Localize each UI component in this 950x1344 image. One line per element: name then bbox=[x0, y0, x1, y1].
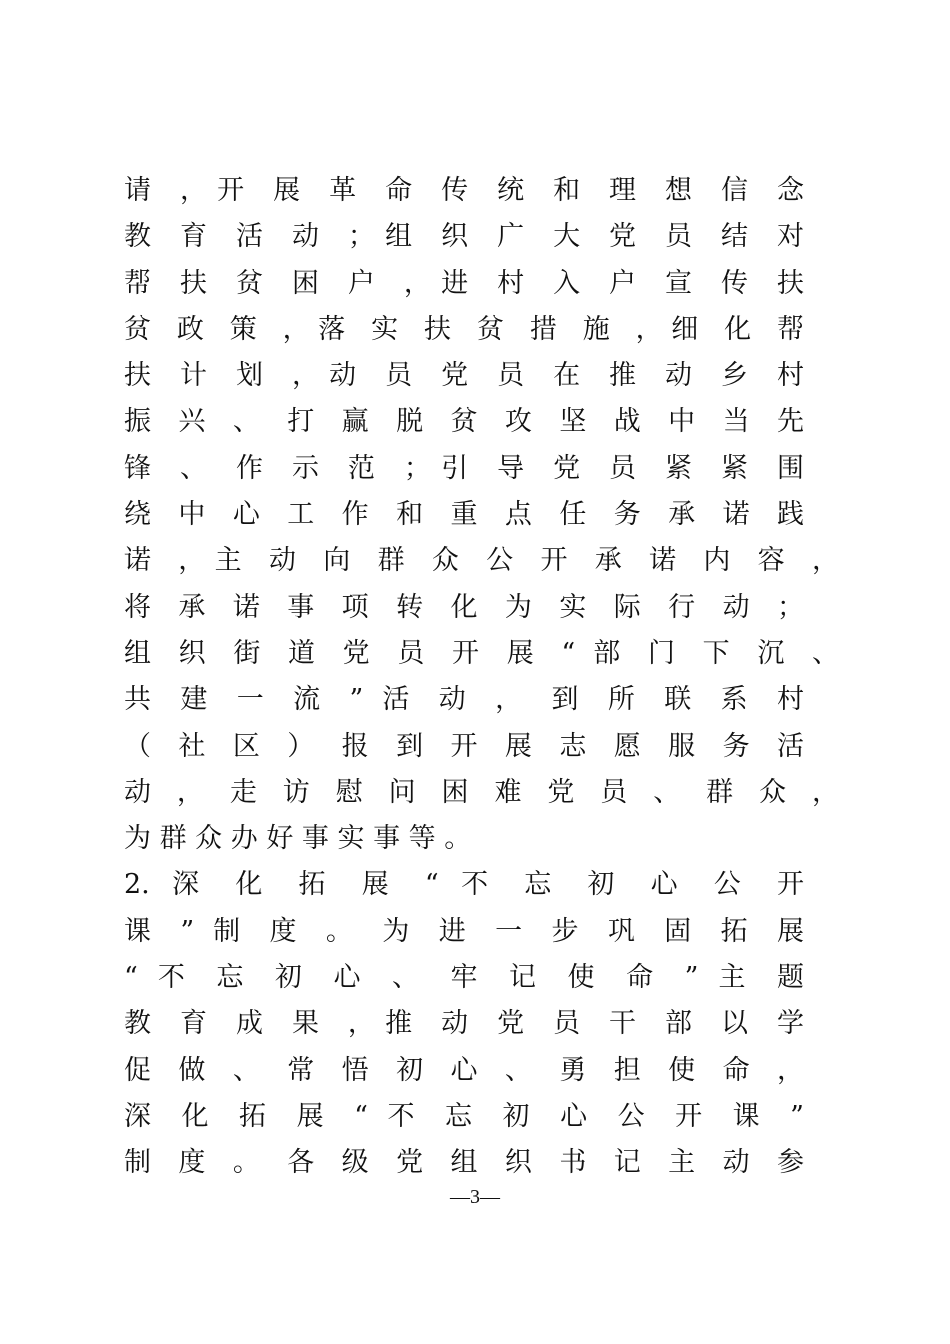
text-line: （ 社 区 ） 报 到 开 展 志 愿 服 务 活 bbox=[124, 730, 804, 762]
text-line: 绕 中 心 工 作 和 重 点 任 务 承 诺 践 bbox=[124, 499, 804, 531]
text-line: 诺 ，主 动 向 群 众 公 开 承 诺 内 容 ， bbox=[124, 545, 839, 577]
text-line: 教 育 成 果 ，推 动 党 员 干 部 以 学 bbox=[124, 1008, 804, 1040]
text-line: 深 化 拓 展 “ 不 忘 初 心 公 开 课 ” bbox=[124, 1100, 804, 1132]
text-line: 共 建 一 流 ” 活 动 ， 到 所 联 系 村 bbox=[124, 684, 804, 716]
text-line: 帮 扶 贫 困 户 ，进 村 入 户 宣 传 扶 bbox=[124, 267, 804, 299]
text-line: 动 ， 走 访 慰 问 困 难 党 员 、 群 众 ， bbox=[124, 776, 839, 808]
text-line: 促 做 、 常 悟 初 心 、 勇 担 使 命 ， bbox=[124, 1054, 804, 1086]
text-line: 制 度 。 各 级 党 组 织 书 记 主 动 参 bbox=[124, 1147, 804, 1179]
body-text bbox=[124, 168, 844, 1187]
page-number: —3— bbox=[450, 1186, 500, 1208]
text-line: 组 织 街 道 党 员 开 展 “ 部 门 下 沉 、 bbox=[124, 637, 839, 669]
text-line: 将 承 诺 事 项 转 化 为 实 际 行 动 ； bbox=[124, 591, 804, 623]
text-line: “ 不 忘 初 心 、 牢 记 使 命 ” 主 题 bbox=[124, 962, 804, 994]
text-line: 锋 、 作 示 范 ；引 导 党 员 紧 紧 围 bbox=[124, 452, 804, 484]
text-line: 为 群 众 办 好 事 实 事 等 。 bbox=[124, 823, 472, 855]
section-heading-line: 2. 深 化 拓 展 “ 不 忘 初 心 公 开 bbox=[124, 869, 804, 901]
text-line: 请 ，开 展 革 命 传 统 和 理 想 信 念 bbox=[124, 175, 804, 206]
text-line: 扶 计 划 ，动 员 党 员 在 推 动 乡 村 bbox=[124, 360, 804, 392]
text-line: 课 ” 制 度 。 为 进 一 步 巩 固 拓 展 bbox=[124, 915, 804, 947]
text-line: 教 育 活 动 ；组 织 广 大 党 员 结 对 bbox=[124, 221, 804, 253]
text-line: 振 兴 、 打 赢 脱 贫 攻 坚 战 中 当 先 bbox=[124, 406, 804, 438]
text-line: 贫 政 策 ，落 实 扶 贫 措 施 ，细 化 帮 bbox=[124, 313, 804, 345]
